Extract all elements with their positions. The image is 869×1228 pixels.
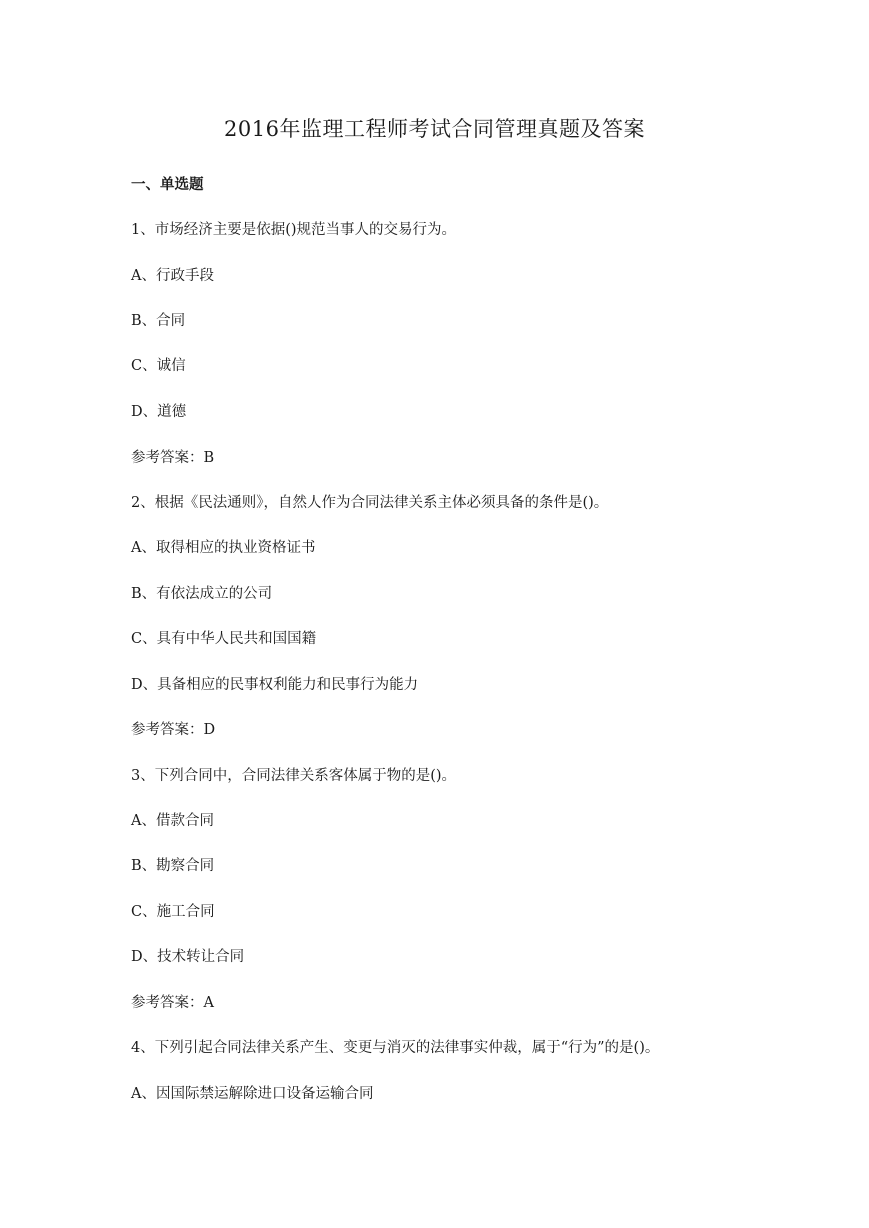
question-2-answer: 参考答案：D — [131, 722, 216, 738]
question-1-option-c: C、诚信 — [131, 358, 186, 374]
question-3-option-d: D、技术转让合同 — [131, 949, 245, 965]
question-3-answer: 参考答案：A — [131, 995, 214, 1011]
question-1-option-b: B、合同 — [131, 313, 186, 329]
question-1-option-a: A、行政手段 — [131, 268, 214, 284]
document-title: 2016年监理工程师考试合同管理真题及答案 — [224, 117, 645, 141]
question-2-option-c: C、具有中华人民共和国国籍 — [131, 631, 317, 647]
question-3: 3、下列合同中，合同法律关系客体属于物的是()。 — [131, 768, 457, 784]
question-2-option-b: B、有依法成立的公司 — [131, 586, 273, 602]
question-1: 1、市场经济主要是依据()规范当事人的交易行为。 — [131, 222, 457, 238]
question-1-answer: 参考答案：B — [131, 450, 215, 466]
question-2-option-a: A、取得相应的执业资格证书 — [131, 540, 316, 556]
question-2-option-d: D、具备相应的民事权利能力和民事行为能力 — [131, 677, 419, 693]
question-2: 2、根据《民法通则》，自然人作为合同法律关系主体必须具备的条件是()。 — [131, 495, 609, 511]
question-1-option-d: D、道德 — [131, 404, 187, 420]
question-3-option-a: A、借款合同 — [131, 813, 214, 829]
question-3-option-c: C、施工合同 — [131, 904, 215, 920]
question-3-option-b: B、勘察合同 — [131, 858, 215, 874]
question-4: 4、下列引起合同法律关系产生、变更与消灭的法律事实仲裁，属于“行为”的是()。 — [131, 1040, 660, 1056]
question-4-option-a: A、因国际禁运解除进口设备运输合同 — [131, 1086, 374, 1102]
section-heading: 一、单选题 — [131, 176, 204, 193]
